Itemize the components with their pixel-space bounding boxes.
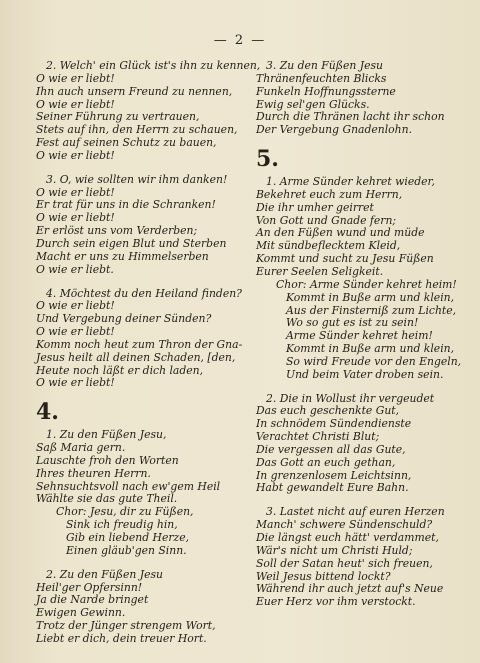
verse-line: Weil Jesus bittend lockt? [256, 569, 391, 583]
verse-line: 3. O, wie sollten wir ihm danken! [46, 172, 228, 186]
verse-line: Durch die Thränen lacht ihr schon [256, 110, 445, 124]
verse-line: Arme Sünder kehret heim! [286, 329, 433, 343]
verse-line: O wie er liebt! [36, 71, 115, 85]
verse-line: Von Gott und Gnade fern; [256, 213, 397, 227]
verse-line: Mit sündbeflecktem Kleid, [256, 239, 401, 253]
verse-line: Kommt in Buße arm und klein, [286, 342, 455, 356]
verse-line: So wird Freude vor den Engeln, [286, 354, 462, 368]
verse-line: Jesus heilt all deinen Schaden, [den, [36, 350, 236, 364]
verse-line: Soll der Satan heut' sich freuen, [256, 556, 433, 570]
verse-line: 2. Die in Wollust ihr vergeudet [266, 391, 435, 405]
stanza [36, 569, 246, 646]
verse-line: Ihn auch unsern Freund zu nennen, [36, 84, 233, 98]
verse-line: 1. Arme Sünder kehret wieder, [266, 175, 435, 189]
stanza [256, 506, 470, 609]
verse-line: Das euch geschenkte Gut, [256, 404, 400, 418]
verse-line: Eurer Seelen Seligkeit. [256, 264, 384, 278]
verse-line: Sink ich freudig hin, [66, 518, 178, 532]
verse-line: 3. Lastet nicht auf euren Herzen [266, 505, 445, 519]
verse-line: Kommt und sucht zu Jesu Füßen [256, 252, 434, 266]
verse-line: Fest auf seinen Schutz zu bauen, [36, 136, 217, 150]
verse-line: Kommt in Buße arm und klein, [286, 290, 455, 304]
verse-line: Seiner Führung zu vertrauen, [36, 110, 200, 124]
stanza [256, 60, 470, 137]
verse-line: Ja die Narde bringet [36, 593, 149, 607]
stanza [256, 393, 470, 496]
verse-line: Einen gläub'gen Sinn. [66, 543, 187, 557]
verse-line: Heute noch läßt er dich laden, [36, 363, 204, 377]
verse-line: Die längst euch hätt' verdammet, [256, 531, 439, 544]
verse-line: Verachtet Christi Blut; [256, 430, 380, 444]
page-number: — 2 — [213, 33, 267, 48]
verse-line: Ewig sel'gen Glücks. [256, 97, 370, 111]
verse-line: Ewigen Gewinn. [36, 606, 126, 620]
verse-line: Er trat für uns in die Schranken! [36, 198, 216, 212]
hymn-number: 5. [256, 146, 279, 173]
verse-line: Sehnsuchtsvoll nach ew'gem Heil [36, 479, 221, 493]
verse-line: O wie er liebt. [36, 262, 114, 276]
verse-line: 2. Zu den Füßen Jesu [46, 567, 163, 581]
verse-line: Lauschte froh den Worten [36, 453, 179, 467]
verse-line: Komm noch heut zum Thron der Gna- [36, 337, 243, 351]
verse-line: Die ihr umher geirret [256, 200, 374, 214]
verse-line: O wie er liebt! [36, 299, 115, 313]
verse-line: O wie er liebt! [36, 325, 115, 339]
verse-line: Und Vergebung deiner Sünden? [36, 312, 212, 326]
verse-line: Chor: Arme Sünder kehret heim! [276, 277, 457, 291]
verse-line: Euer Herz vor ihm verstockt. [256, 595, 416, 609]
verse-line: Heil'ger Opfersinn! [36, 580, 143, 594]
verse-line: Der Vergebung Gnadenlohn. [256, 123, 413, 137]
verse-line: 3. Zu den Füßen Jesu [266, 59, 383, 72]
verse-line: Habt gewandelt Eure Bahn. [256, 481, 409, 495]
verse-line: Manch' schwere Sündenschuld? [256, 518, 433, 532]
verse-line: 4. Möchtest du den Heiland finden? [46, 286, 242, 300]
hymn-number: 4. [36, 399, 59, 426]
right-column [256, 60, 470, 620]
verse-line: O wie er liebt! [36, 376, 115, 390]
verse-line: Funkeln Hoffnungssterne [256, 84, 396, 98]
verse-line: 1. Zu den Füßen Jesu, [46, 428, 167, 442]
verse-line: Während ihr auch jetzt auf's Neue [256, 582, 444, 596]
verse-line: O wie er liebt! [36, 211, 115, 225]
verse-line: Liebt er dich, dein treuer Hort. [36, 631, 207, 645]
verse-line: Das Gott an euch gethan, [256, 455, 396, 469]
verse-line: Er erlöst uns vom Verderben; [36, 224, 198, 238]
verse-line: In schnödem Sündendienste [256, 417, 412, 431]
verse-line: O wie er liebt! [36, 97, 115, 111]
verse-line: Durch sein eigen Blut und Sterben [36, 236, 227, 250]
verse-line: Und beim Vater droben sein. [286, 367, 444, 381]
stanza [36, 59, 261, 163]
verse-line: In grenzenlosem Leichtsinn, [256, 468, 412, 482]
verse-line: Aus der Finsterniß zum Lichte, [286, 303, 457, 317]
verse-line: Saß Maria gern. [36, 441, 126, 455]
verse-line: Gib ein liebend Herze, [66, 531, 190, 544]
verse-line: 2. Welch' ein Glück ist's ihn zu kennen, [46, 59, 261, 72]
verse-line: Macht er uns zu Himmelserben [36, 249, 209, 263]
left-column [36, 59, 261, 657]
stanza [36, 174, 246, 277]
verse-line: O wie er liebt! [36, 148, 115, 162]
stanza [36, 429, 246, 557]
verse-line: Stets auf ihn, den Herrn zu schauen, [36, 123, 238, 137]
verse-line: Ihres theuren Herrn. [36, 466, 151, 480]
verse-line: An den Füßen wund und müde [256, 226, 425, 240]
stanza [36, 288, 246, 391]
verse-line: O wie er liebt! [36, 185, 115, 199]
verse-line: Die vergessen all das Gute, [256, 442, 406, 456]
verse-line: Chor: Jesu, dir zu Füßen, [56, 505, 194, 519]
verse-line: Thränenfeuchten Blicks [256, 71, 387, 85]
verse-line: Trotz der Jünger strengem Wort, [36, 619, 216, 633]
verse-line: Wählte sie das gute Theil. [36, 492, 178, 506]
stanza [256, 176, 470, 382]
verse-line: Wär's nicht um Christi Huld; [256, 543, 413, 557]
verse-line: Bekehret euch zum Herrn, [256, 187, 403, 201]
verse-line: Wo so gut es ist zu sein! [286, 316, 419, 330]
